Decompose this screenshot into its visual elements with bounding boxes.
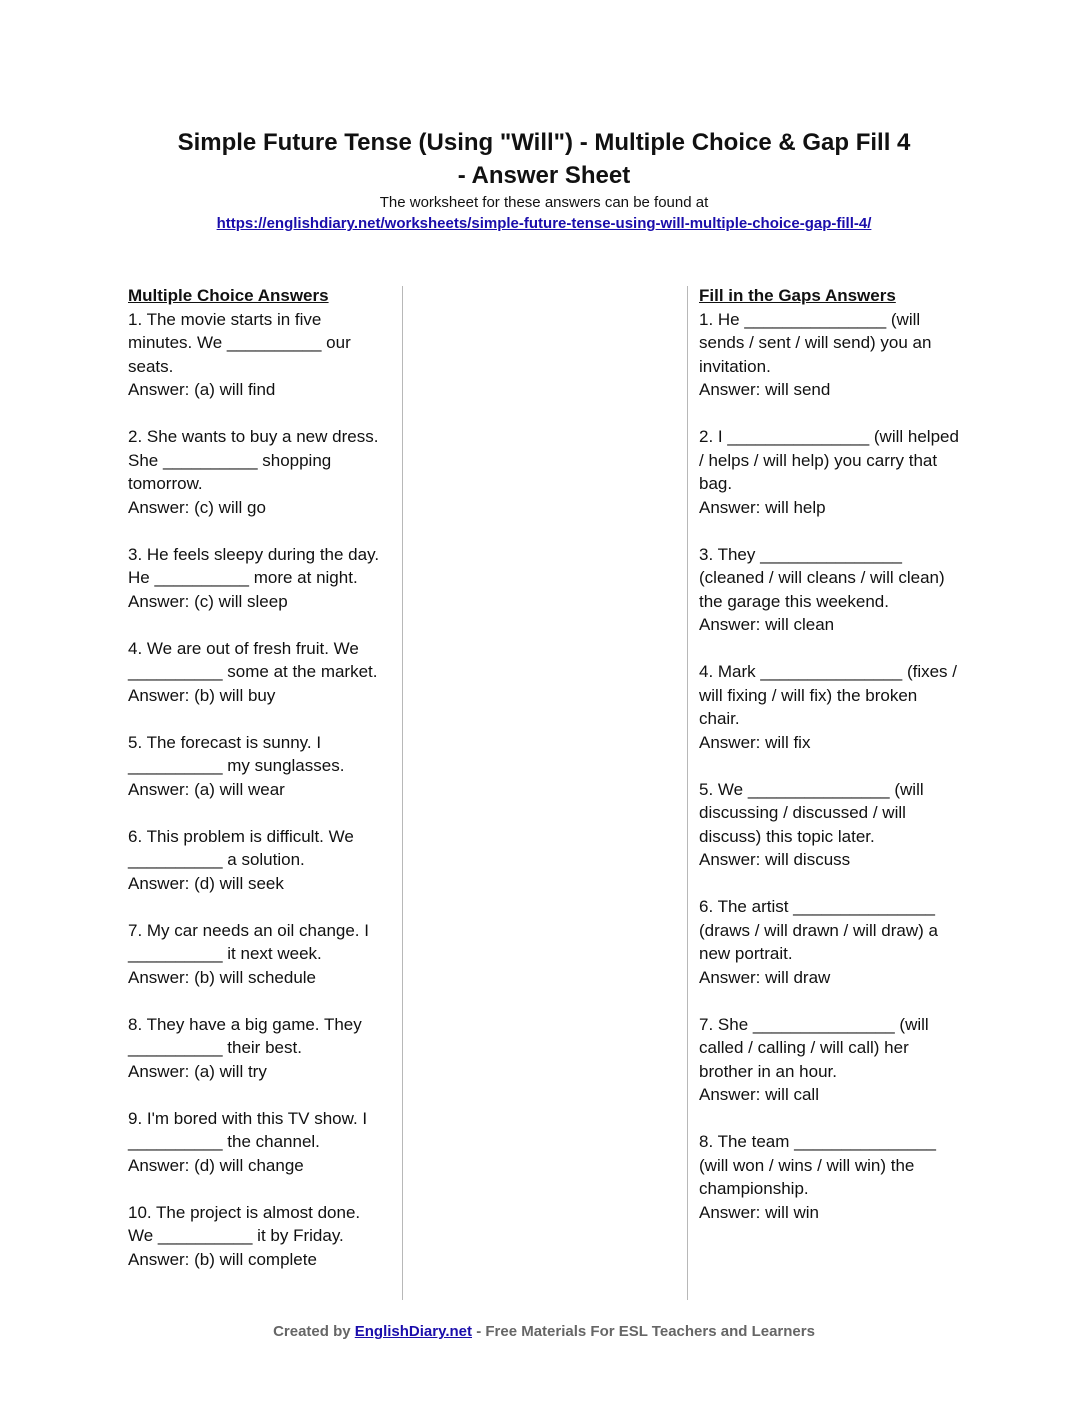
mc-item: [128, 308, 390, 402]
mc-question: 8. They have a big game. They __________ their best.: [128, 1014, 362, 1057]
gap-answer: Answer: will fix: [699, 732, 811, 752]
mc-answer: Answer: (c) will sleep: [128, 591, 288, 611]
mc-item: [128, 425, 390, 519]
gap-question: 1. He _______________ (will sends / sent / will send) you an invitation.: [699, 309, 932, 376]
gap-question: 4. Mark _______________ (fixes / will fixing / will fix) the broken chair.: [699, 662, 958, 728]
mc-item: [128, 543, 390, 614]
mc-question: 10. The project is almost done. We __________ it by Friday.: [128, 1202, 361, 1245]
gap-item: [699, 778, 961, 872]
mc-answer: Answer: (b) will schedule: [128, 967, 317, 987]
mc-item: [128, 731, 390, 802]
gap-item: [699, 425, 961, 519]
mc-question: 5. The forecast is sunny. I __________ my sunglasses.: [128, 732, 345, 775]
mc-answer: Answer: (b) will complete: [128, 1249, 317, 1269]
footer-suffix: - Free Materials For ESL Teachers and Learners: [476, 1323, 815, 1340]
mc-answer: Answer: (a) will find: [128, 380, 276, 399]
gap-question: 2. I _______________ (will helped / helps / will help) you carry that bag.: [699, 427, 959, 493]
mc-question: 9. I'm bored with this TV show. I __________ the channel.: [128, 1108, 368, 1151]
gap-answer: Answer: will discuss: [699, 850, 851, 869]
mc-answer: Answer: (a) will wear: [128, 779, 285, 799]
multiple-choice-column: [128, 284, 390, 1295]
gap-question: 3. They _______________ (cleaned / will cleans / will clean) the garage this weekend.: [699, 544, 945, 611]
gap-item: [699, 1130, 961, 1224]
footer: [0, 1322, 1088, 1342]
gap-answer: Answer: will call: [699, 1085, 819, 1104]
mc-item: [128, 1201, 390, 1272]
mc-item: [128, 1013, 390, 1084]
gap-answer: Answer: will draw: [699, 967, 831, 987]
mc-answer: Answer: (c) will go: [128, 497, 266, 517]
gap-item: [699, 543, 961, 637]
gap-answer: Answer: will win: [699, 1202, 819, 1222]
gap-item: [699, 895, 961, 989]
mc-item: [128, 637, 390, 708]
footer-prefix: Created by: [273, 1323, 351, 1340]
gap-question: 8. The team _______________ (will won / wins / will win) the championship.: [699, 1132, 936, 1198]
gap-item: [699, 1013, 961, 1107]
mc-question: 4. We are out of fresh fruit. We __________ some at the market.: [128, 638, 378, 681]
gap-answer: Answer: will clean: [699, 615, 835, 634]
mc-item: [128, 1107, 390, 1178]
mc-question: 6. This problem is difficult. We __________ a solution.: [128, 826, 354, 869]
footer-site-link[interactable]: EnglishDiary.net: [354, 1323, 473, 1340]
column-divider-right: [687, 286, 688, 1300]
mc-answer: Answer: (d) will seek: [128, 873, 284, 893]
title-line-2: - Answer Sheet: [457, 162, 631, 189]
multiple-choice-heading: Multiple Choice Answers: [128, 286, 329, 305]
column-divider-left: [402, 286, 403, 1300]
mc-answer: Answer: (d) will change: [128, 1155, 304, 1175]
mc-question: 7. My car needs an oil change. I __________ it next week.: [128, 920, 369, 963]
gap-question: 7. She _______________ (will called / calling / will call) her brother in an hour.: [699, 1014, 929, 1081]
source-link-container: [0, 214, 1088, 234]
gap-answer: Answer: will help: [699, 497, 826, 517]
gap-fill-column: [699, 284, 961, 1248]
gap-fill-heading: Fill in the Gaps Answers: [699, 286, 896, 305]
mc-item: [128, 919, 390, 990]
gap-question: 5. We _______________ (will discussing / discussed / will discuss) this topic later.: [699, 779, 924, 846]
page-title: [150, 126, 938, 192]
source-note: The worksheet for these answers can be found at: [379, 194, 709, 211]
mc-question: 2. She wants to buy a new dress. She __________ shopping tomorrow.: [128, 427, 379, 493]
gap-question: 6. The artist _______________ (draws / will drawn / will draw) a new portrait.: [699, 897, 938, 963]
gap-item: [699, 308, 961, 402]
gap-answer: Answer: will send: [699, 380, 831, 399]
worksheet-link[interactable]: https://englishdiary.net/worksheets/simple-future-tense-using-will-multiple-choice-gap-fill-4/: [216, 215, 872, 232]
mc-question: 1. The movie starts in five minutes. We __________ our seats.: [128, 309, 351, 376]
mc-answer: Answer: (b) will buy: [128, 685, 276, 705]
mc-answer: Answer: (a) will try: [128, 1061, 267, 1081]
mc-item: [128, 825, 390, 896]
gap-item: [699, 660, 961, 754]
mc-question: 3. He feels sleepy during the day. He __________ more at night.: [128, 544, 380, 587]
title-line-1: Simple Future Tense (Using "Will") - Multiple Choice & Gap Fill 4: [177, 129, 911, 156]
